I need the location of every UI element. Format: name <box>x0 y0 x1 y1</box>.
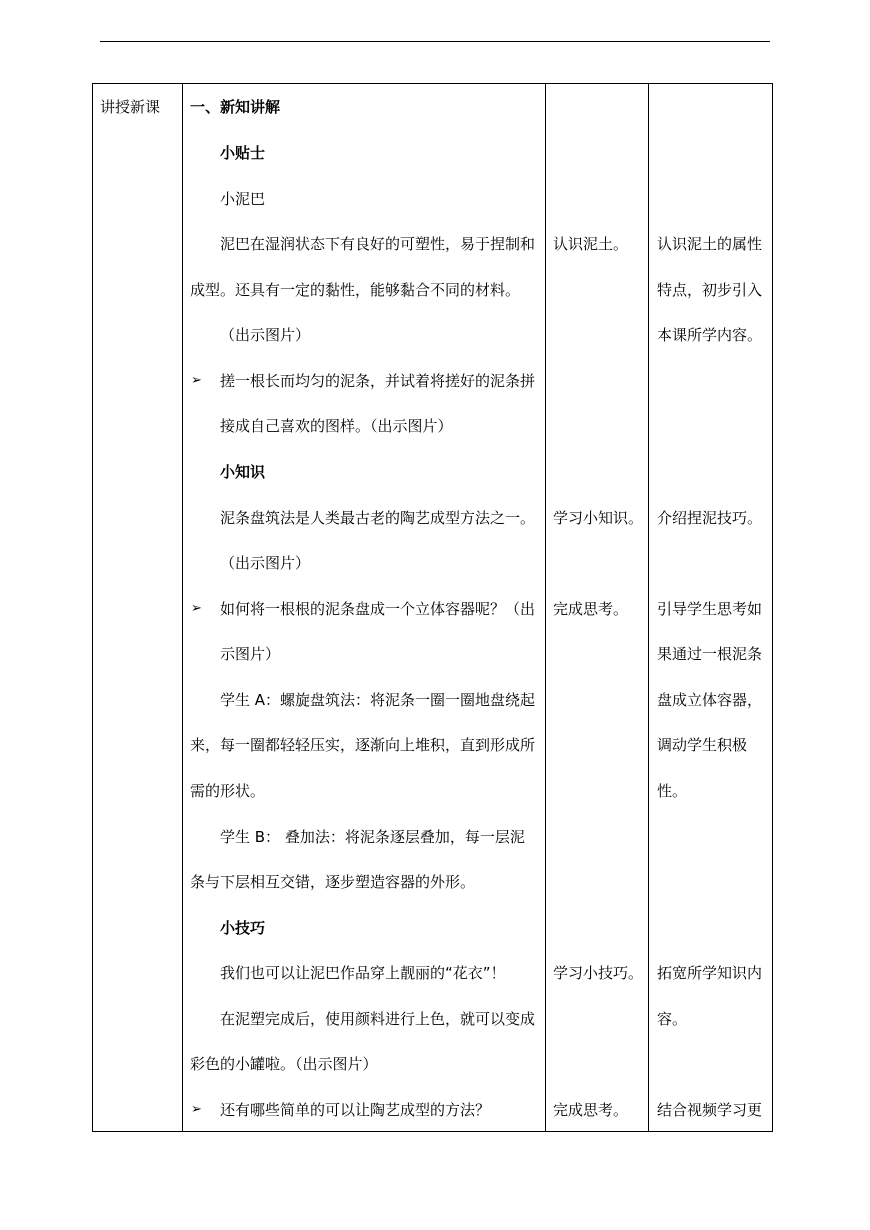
student-activity: 完成思考。 <box>553 600 629 618</box>
header-rule <box>100 41 770 42</box>
design-intent: 介绍捏泥技巧。 <box>657 509 763 527</box>
skill-text: 在泥塑完成后，使用颜料进行上色，就可以变成 <box>220 1010 536 1028</box>
bullet-text: 搓一根长而均匀的泥条，并试着将搓好的泥条拼 <box>220 372 536 390</box>
student-activity: 学习小知识。 <box>553 509 644 527</box>
design-intent: 本课所学内容。 <box>657 326 763 344</box>
skill-text: 彩色的小罐啦。（出示图片） <box>190 1055 378 1073</box>
student-b-answer: 学生 B： 叠加法：将泥条逐层叠加，每一层泥 <box>220 828 525 846</box>
section-title: 一、新知讲解 <box>190 98 281 116</box>
column-divider-3 <box>648 84 649 1131</box>
design-intent: 特点，初步引入 <box>657 281 763 299</box>
student-a-answer: 来，每一圈都轻轻压实，逐渐向上堆积，直到形成所 <box>190 736 536 754</box>
bullet-text: 示图片） <box>220 645 281 663</box>
student-activity: 完成思考。 <box>553 1101 629 1119</box>
stage-label: 讲授新课 <box>100 98 161 116</box>
design-intent: 性。 <box>657 782 688 800</box>
bullet-arrow-icon: ➢ <box>191 373 202 388</box>
show-picture-note: （出示图片） <box>220 554 311 572</box>
bullet-text: 还有哪些简单的可以让陶艺成型的方法？ <box>220 1101 491 1119</box>
design-intent: 容。 <box>657 1010 688 1028</box>
student-activity: 学习小技巧。 <box>553 964 644 982</box>
bullet-arrow-icon: ➢ <box>191 601 202 616</box>
student-a-answer: 需的形状。 <box>190 782 266 800</box>
tip-text: 成型。还具有一定的黏性，能够黏合不同的材料。 <box>190 281 521 299</box>
design-intent: 结合视频学习更 <box>657 1101 763 1119</box>
design-intent: 引导学生思考如 <box>657 600 763 618</box>
bullet-arrow-icon: ➢ <box>191 1102 202 1117</box>
design-intent: 调动学生积极 <box>657 736 748 754</box>
skill-text: 我们也可以让泥巴作品穿上靓丽的“花衣”！ <box>220 964 506 982</box>
bullet-text: 接成自己喜欢的图样。（出示图片） <box>220 417 453 435</box>
column-divider-2 <box>545 84 546 1131</box>
student-a-answer: 学生 A：螺旋盘筑法：将泥条一圈一圈地盘绕起 <box>220 691 536 709</box>
skill-heading: 小技巧 <box>220 919 266 937</box>
tip-text: 泥巴在湿润状态下有良好的可塑性，易于捏制和 <box>220 235 536 253</box>
tip-subheading: 小泥巴 <box>220 190 266 208</box>
design-intent: 盘成立体容器， <box>657 691 763 709</box>
bullet-text: 如何将一根根的泥条盘成一个立体容器呢？（出 <box>220 600 536 618</box>
column-divider-1 <box>182 84 183 1131</box>
design-intent: 认识泥土的属性 <box>657 235 763 253</box>
show-picture-note: （出示图片） <box>220 326 311 344</box>
design-intent: 拓宽所学知识内 <box>657 964 763 982</box>
student-b-answer: 条与下层相互交错，逐步塑造容器的外形。 <box>190 873 476 891</box>
design-intent: 果通过一根泥条 <box>657 645 763 663</box>
knowledge-heading: 小知识 <box>220 463 266 481</box>
tip-heading: 小贴士 <box>220 144 266 162</box>
knowledge-text: 泥条盘筑法是人类最古老的陶艺成型方法之一。 <box>220 509 536 527</box>
student-activity: 认识泥土。 <box>553 235 629 253</box>
